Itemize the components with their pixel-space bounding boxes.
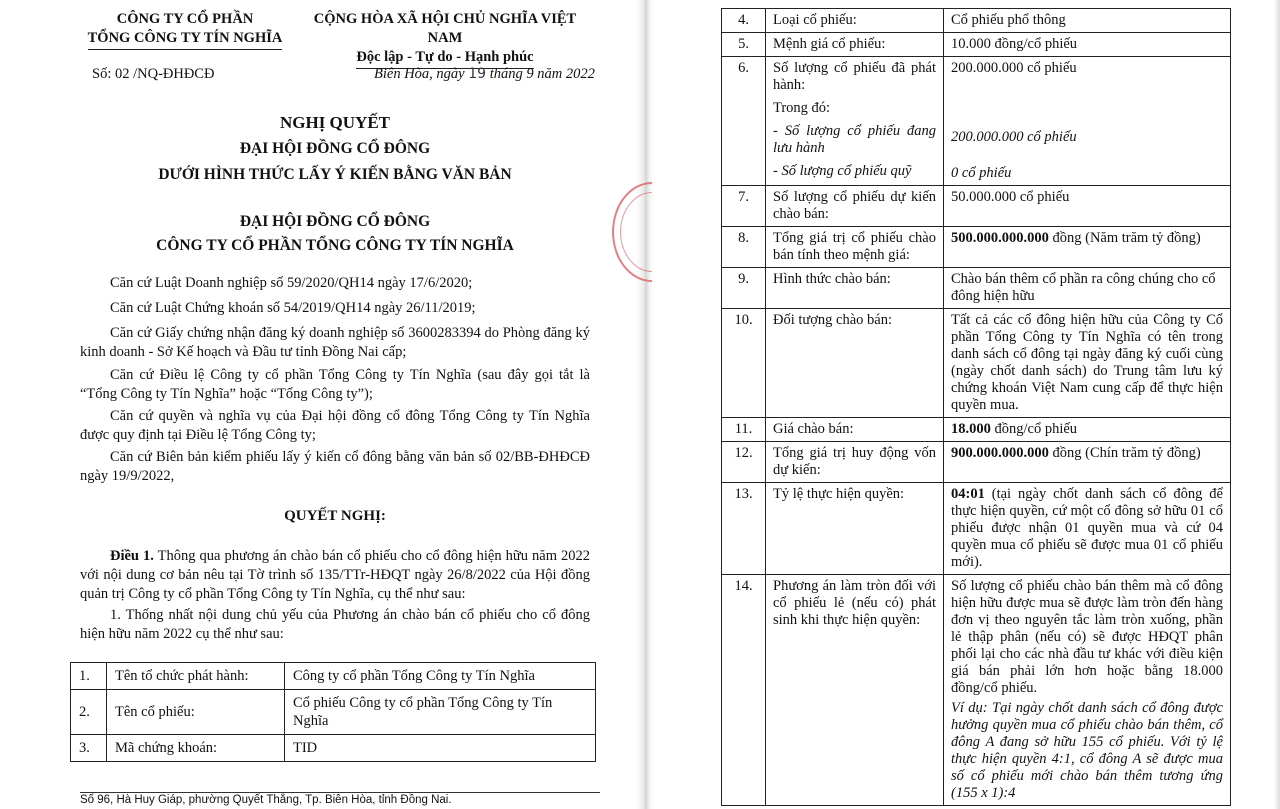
outstanding-shares-value: 200.000.000 cổ phiếu xyxy=(951,129,1077,145)
row-number: 13. xyxy=(722,483,766,575)
table-row xyxy=(722,309,1231,418)
page-edge xyxy=(1274,0,1280,809)
treasury-shares-value: 0 cổ phiếu xyxy=(951,165,1012,181)
row-number: 12. xyxy=(722,442,766,483)
table-row xyxy=(722,575,1231,806)
row-value: Chào bán thêm cổ phần ra công chúng cho cổ đông hiện hữu xyxy=(944,268,1231,309)
title-line3: DƯỚI HÌNH THỨC LẤY Ý KIẾN BẰNG VĂN BẢN xyxy=(158,166,512,183)
table-row xyxy=(71,663,596,690)
row-label: Tỷ lệ thực hiện quyền: xyxy=(766,483,944,575)
basis-paragraph: Căn cứ Luật Chứng khoán số 54/2019/QH14 ngày 26/11/2019; xyxy=(110,300,476,316)
page-fold xyxy=(636,0,654,809)
page-footer: Số 96, Hà Huy Giáp, phường Quyết Thắng, Tp. Biên Hòa, tỉnh Đồng Nai. xyxy=(80,792,600,806)
basis-paragraph: Căn cứ Giấy chứng nhận đăng ký doanh nghiệp số 3600283394 do Phòng đăng ký kinh doanh - Sở Kế hoạch và Đầu tư tỉnh Đồng Nai cấp; xyxy=(80,325,590,360)
row-value: Số lượng cổ phiếu chào bán thêm mà cổ đông hiện hữu được mua sẽ được làm tròn đến hàng đơn vị theo nguyên tắc làm tròn xuống, phần lẻ thập phân (nếu có) sẽ được HĐQT phân phối lại cho các nhà đầu tư khác với điều kiện giá bán phải lớn hơn hoặc bằng 18.000 đồng/cổ phiếu. Ví dụ: Tại ngày chốt danh sách cổ đông được hưởng quyền mua cổ phiếu chào bán thêm, cổ đông A đang sở hữu 155 cổ phiếu. Với tỷ lệ thực hiện quyền 4:1, cổ đông A sẽ được mua số cổ phiếu mới chào bán thêm tương ứng (155 x 1):4 xyxy=(944,575,1231,806)
table-row xyxy=(722,418,1231,442)
row-number: 10. xyxy=(722,309,766,418)
row-label: Số lượng cổ phiếu đã phát hành: Trong đó: - Số lượng cổ phiếu đang lưu hành - Số lượng cổ phiếu quỹ xyxy=(766,57,944,186)
basis-paragraph: Căn cứ quyền và nghĩa vụ của Đại hội đồng cổ đông Tổng Công ty Tín Nghĩa được quy định tại Điều lệ Tổng Công ty; xyxy=(80,408,590,443)
basis-paragraph: Căn cứ Điều lệ Công ty cổ phần Tổng Công ty Tín Nghĩa (sau đây gọi tắt là “Tổng Công ty Tín Nghĩa” hoặc “Tổng Công ty”); xyxy=(80,367,590,402)
row-label: Mệnh giá cổ phiếu: xyxy=(766,33,944,57)
handwritten-day: 19 xyxy=(468,66,487,82)
table-row xyxy=(722,57,1231,186)
row-label: Tổng giá trị huy động vốn dự kiến: xyxy=(766,442,944,483)
row-value: 50.000.000 cổ phiếu xyxy=(944,186,1231,227)
document-title xyxy=(80,110,590,188)
row-number: 2. xyxy=(71,690,107,735)
outstanding-shares-label: - Số lượng cổ phiếu đang lưu hành xyxy=(773,123,936,156)
row-value: Cổ phiếu Công ty cổ phần Tổng Công ty Tín Nghĩa xyxy=(285,690,596,735)
table-row xyxy=(722,442,1231,483)
basis-paragraph: Căn cứ Luật Doanh nghiệp số 59/2020/QH14 ngày 17/6/2020; xyxy=(110,275,473,291)
issuer-line1: ĐẠI HỘI ĐỒNG CỔ ĐÔNG xyxy=(239,213,431,230)
row-number: 11. xyxy=(722,418,766,442)
row-number: 4. xyxy=(722,9,766,33)
row-value: 900.000.000.000 đồng (Chín trăm tỷ đồng) xyxy=(944,442,1231,483)
table-row xyxy=(722,33,1231,57)
company-header xyxy=(80,10,290,50)
row-label: Tổng giá trị cổ phiếu chào bán tính theo mệnh giá: xyxy=(766,227,944,268)
row-value: 10.000 đồng/cổ phiếu xyxy=(944,33,1231,57)
row-number: 9. xyxy=(722,268,766,309)
table-row xyxy=(71,735,596,762)
table-row xyxy=(722,227,1231,268)
row-number: 6. xyxy=(722,57,766,186)
table-row xyxy=(722,268,1231,309)
item1-paragraph: 1. Thống nhất nội dung chủ yếu của Phương án chào bán cổ phiếu cho cổ đông hiện hữu năm 2022 cụ thể như sau: xyxy=(80,607,590,642)
in-which-label: Trong đó: xyxy=(773,100,831,116)
row-value: 500.000.000.000 đồng (Năm trăm tỷ đồng) xyxy=(944,227,1231,268)
row-label: Tên tổ chức phát hành: xyxy=(107,663,285,690)
nation-header xyxy=(300,10,590,69)
basis-paragraph: Căn cứ Biên bản kiểm phiếu lấy ý kiến cổ đông bằng văn bản số 02/BB-ĐHĐCĐ ngày 19/9/2022, xyxy=(80,449,590,484)
row-value: Cổ phiếu phổ thông xyxy=(944,9,1231,33)
left-offer-table xyxy=(70,662,596,762)
row-value: Tất cả các cổ đông hiện hữu của Công ty Cổ phần Tổng Công ty Tín Nghĩa có tên trong danh sách cổ đông tại ngày đăng ký cuối cùng (ngày chốt danh sách) do Trung tâm lưu ký chứng khoán Việt Nam cung cấp để thực hiện quyền mua. xyxy=(944,309,1231,418)
row-number: 7. xyxy=(722,186,766,227)
document-number: Số: 02 /NQ-ĐHĐCĐ xyxy=(92,66,215,82)
treasury-shares-label: - Số lượng cổ phiếu quỹ xyxy=(773,163,912,179)
table-row xyxy=(722,186,1231,227)
row-label: Loại cổ phiếu: xyxy=(766,9,944,33)
row-label: Hình thức chào bán: xyxy=(766,268,944,309)
company-line1: CÔNG TY CỔ PHẦN xyxy=(116,11,254,27)
row-label: Mã chứng khoán: xyxy=(107,735,285,762)
row-label: Đối tượng chào bán: xyxy=(766,309,944,418)
row-label: Giá chào bán: xyxy=(766,418,944,442)
nation-motto: Độc lập - Tự do - Hạnh phúc xyxy=(356,48,533,69)
row-number: 5. xyxy=(722,33,766,57)
title-line1: NGHỊ QUYẾT xyxy=(279,113,391,132)
title-line2: ĐẠI HỘI ĐỒNG CỔ ĐÔNG xyxy=(239,140,431,157)
table-row xyxy=(71,690,596,735)
row-label: Tên cổ phiếu: xyxy=(107,690,285,735)
table-row xyxy=(722,9,1231,33)
place-date: Biên Hòa, ngày 19 tháng 9 năm 2022 xyxy=(374,66,595,82)
right-offer-table xyxy=(721,8,1231,806)
table-row xyxy=(722,483,1231,575)
resolution-heading: QUYẾT NGHỊ: xyxy=(284,508,386,524)
row-value: Công ty cổ phần Tổng Công ty Tín Nghĩa xyxy=(285,663,596,690)
article1-paragraph xyxy=(80,547,590,604)
row-value: 200.000.000 cổ phiếu 200.000.000 cổ phiếu 0 cổ phiếu xyxy=(944,57,1231,186)
nation-title: CỘNG HÒA XÃ HỘI CHỦ NGHĨA VIỆT NAM xyxy=(313,11,577,46)
row-label: Phương án làm tròn đối với cổ phiếu lẻ (nếu có) phát sinh khi thực hiện quyền: xyxy=(766,575,944,806)
row-number: 1. xyxy=(71,663,107,690)
article1-text: Thông qua phương án chào bán cổ phiếu cho cổ đông hiện hữu năm 2022 với nội dung cơ bản nêu tại Tờ trình số 135/TTr-HĐQT ngày 26/8/2022 của Hội đồng quản trị Công ty cổ phần Tổng Công ty Tín Nghĩa, cụ thể như sau: xyxy=(80,548,590,602)
issuer-title xyxy=(80,210,590,258)
row-number: 14. xyxy=(722,575,766,806)
company-line2: TỔNG CÔNG TY TÍN NGHĨA xyxy=(88,29,283,50)
rounding-example: Ví dụ: Tại ngày chốt danh sách cổ đông được hưởng quyền mua cổ phiếu chào bán thêm, cổ đông A đang sở hữu 155 cổ phiếu. Với tỷ lệ thực hiện quyền 4:1, cổ đông A sẽ được mua số cổ phiếu mới chào bán thêm tương ứng (155 x 1):4 xyxy=(951,700,1223,801)
row-value: 04:01 (tại ngày chốt danh sách cổ đông để thực hiện quyền, cứ một cổ đông sở hữu 01 cổ phiếu được nhận 01 quyền mua và cứ 04 quyền mua cổ phiếu sẽ được mua 01 cổ phiếu mới). xyxy=(944,483,1231,575)
row-value: 18.000 đồng/cổ phiếu xyxy=(944,418,1231,442)
row-number: 3. xyxy=(71,735,107,762)
row-label: Số lượng cổ phiếu dự kiến chào bán: xyxy=(766,186,944,227)
issuer-line2: CÔNG TY CỔ PHẦN TỔNG CÔNG TY TÍN NGHĨA xyxy=(156,237,514,254)
article1-label: Điều 1. xyxy=(110,548,154,564)
row-number: 8. xyxy=(722,227,766,268)
row-value: TID xyxy=(285,735,596,762)
